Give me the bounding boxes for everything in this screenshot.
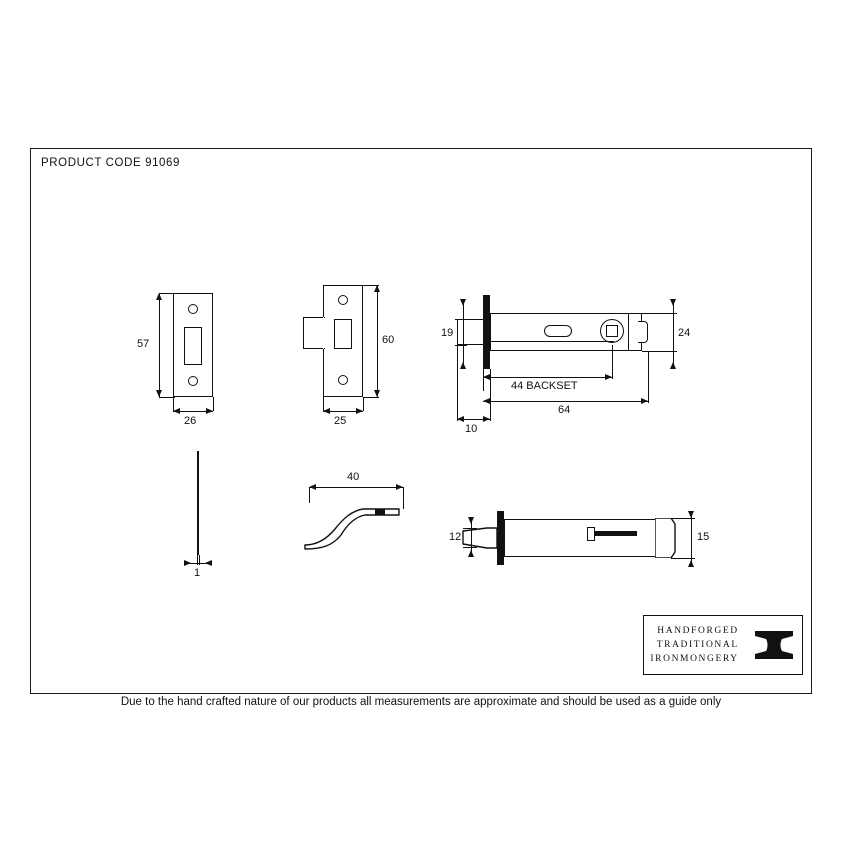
dim-line-57 [159,293,160,397]
latch-case-plan-slot [593,531,637,536]
dim-arrow-26-left [173,408,180,414]
latch-case-plan-chamfer [655,518,677,558]
latch-faceplate [483,295,490,369]
dim-label-12: 12 [449,531,462,543]
dim-arrow-15-top [688,511,694,518]
dim-arrow-64-right [641,398,648,404]
ext-line-10-left [457,345,458,421]
dim-line-64 [483,401,648,402]
dim-label-60: 60 [382,334,395,346]
dim-arrow-1-left [184,560,191,566]
dim-label-backset: 44 BACKSET [511,380,578,392]
dim-arrow-10-right [483,416,490,422]
ext-line-26-right [213,397,214,411]
dim-arrow-40-right [396,484,403,490]
dim-arrow-24-top [670,299,676,306]
ext-line-1-right [199,555,200,565]
dim-label-40: 40 [347,471,360,483]
dim-label-1: 1 [194,567,201,579]
spindle-hole-square [606,325,618,337]
brand-line-1: HANDFORGED [657,626,739,636]
latch-bolt-nose [457,319,483,345]
dim-label-26: 26 [184,415,197,427]
dim-arrow-10-left [457,416,464,422]
dim-arrow-26-right [206,408,213,414]
dim-line-40 [309,487,403,488]
dim-arrow-24-bottom [670,362,676,369]
dim-label-19: 19 [441,327,454,339]
latch-end-notch [638,321,648,343]
measurement-disclaimer: Due to the hand crafted nature of our products all measurements are approximate and should be used as a guide only [120,696,722,708]
anvil-icon [747,616,802,674]
faceplate-screw-hole-top [188,304,198,314]
ext-line-60-bottom [363,397,379,398]
ext-line-10-right [490,369,491,421]
forend-screw-hole-bottom [338,375,348,385]
dim-arrow-19-top [460,299,466,306]
dim-label-15: 15 [697,531,710,543]
dim-arrow-64-left [483,398,490,404]
ext-line-1-left [197,555,198,565]
latch-follower-slot [544,325,572,337]
ext-line-26-left [173,397,174,411]
dim-label-64: 64 [558,404,571,416]
dim-arrow-25-right [356,408,363,414]
ext-line-64-right [648,351,649,403]
brand-logo-text [644,624,747,666]
ext-line-25-left [323,397,324,411]
dim-arrow-25-left [323,408,330,414]
forend-screw-hole-top [338,295,348,305]
technical-drawing-sheet [30,148,812,694]
forend-striker-lip [303,317,325,349]
dim-arrow-12-top [468,517,474,524]
dim-arrow-60-top [374,285,380,292]
faceplate-aperture [184,327,202,365]
latch-bolt-plan [461,527,499,549]
dim-arrow-19-bottom [460,362,466,369]
latch-case-plan-lug [587,527,595,541]
ext-line-15-bottom [671,558,695,559]
dim-line-24 [673,299,674,369]
ext-line-backset-right [612,345,613,379]
ext-line-19-top [455,319,467,320]
ext-line-15-top [671,518,695,519]
dim-arrow-57-bottom [156,390,162,397]
dim-label-24: 24 [678,327,691,339]
ext-line-24-top [642,313,677,314]
striker-plate-profile [299,501,409,551]
dim-line-60 [377,285,378,397]
dim-label-25: 25 [334,415,347,427]
ext-line-backset-left [483,369,484,391]
ext-line-40-left [309,487,310,503]
ext-line-25-right [363,397,364,411]
dim-arrow-40-left [309,484,316,490]
brand-line-3: IRONMONGERY [650,654,739,664]
ext-line-40-right [403,487,404,509]
dim-arrow-12-bottom [468,550,474,557]
faceplate-screw-hole-bottom [188,376,198,386]
dim-arrow-57-top [156,293,162,300]
dim-label-10: 10 [465,423,478,435]
dim-arrow-15-bottom [688,560,694,567]
ext-line-12-bottom [463,547,477,548]
dim-line-backset [483,377,612,378]
brand-logo [643,615,803,675]
latch-faceplate-plan [497,511,504,565]
dim-label-57: 57 [137,338,150,350]
latch-centre-line [490,341,614,342]
ext-line-57-top [159,293,175,294]
dim-arrow-60-bottom [374,390,380,397]
ext-line-12-top [463,528,477,529]
dim-line-19 [463,299,464,369]
faceplate-edge-outline [197,451,199,555]
brand-line-2: TRADITIONAL [656,640,739,650]
forend-aperture [334,319,352,349]
dim-arrow-backset-left [483,374,490,380]
product-code: PRODUCT CODE 91069 [41,157,181,169]
dim-arrow-1-right [205,560,212,566]
ext-line-60-top [363,285,379,286]
dim-arrow-backset-right [605,374,612,380]
forend-lip-join [323,317,324,349]
